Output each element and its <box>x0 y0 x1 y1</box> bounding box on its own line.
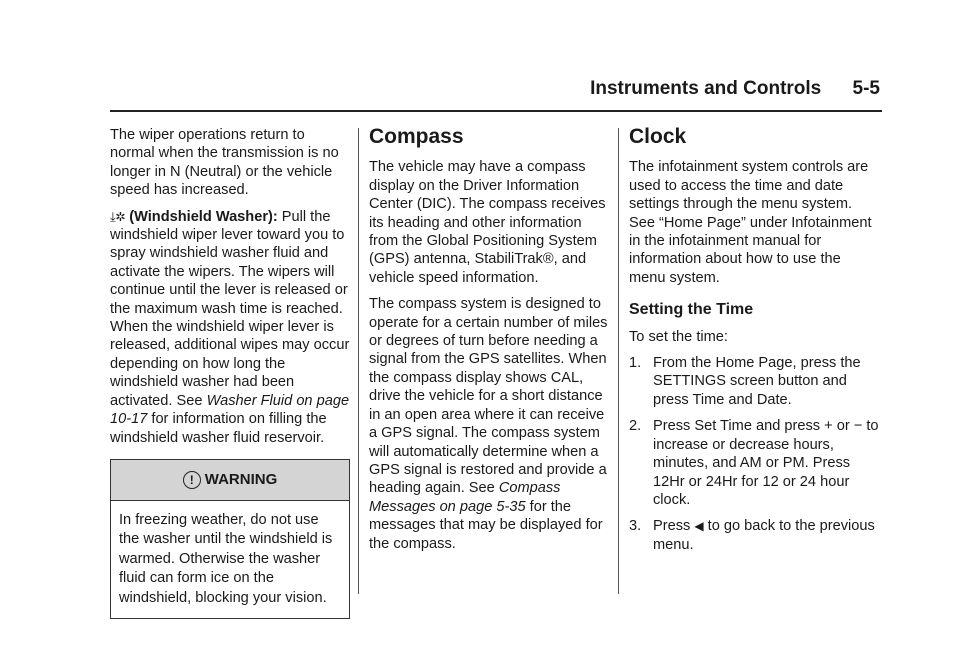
washer-label: (Windshield Washer): <box>129 208 278 225</box>
warning-title: WARNING <box>204 470 278 488</box>
compass-text: The compass system is designed to operate for a certain number of miles or degrees of turn before needing a signal from the GPS satellites. When the compass display shows CAL, drive the vehicle for a short distance in an open area where it can receive a GPS signal. The compass system will automatically determine when a GPS signal is restored and provide a heading again. See <box>369 296 608 497</box>
warning-icon: ! <box>183 471 201 489</box>
washer-paragraph <box>110 208 350 447</box>
step-text <box>653 517 879 554</box>
compass-paragraph: The vehicle may have a compass display on the Driver Information Center (DIC). The compass receives its heading and other information from the Global Positioning System (GPS) antenna, StabiliTrak®, and vehicle speed information. <box>369 159 606 286</box>
compass-heading: Compass <box>369 125 464 148</box>
washer-text: Pull the windshield wiper lever toward you to spray windshield washer fluid and activate the wipers. The wipers will continue until the lever is released or the maximum wash time is reached. When the windshield wiper lever is released, additional wipes may occur depending on how long the windshield washer had been activated. See <box>110 208 350 409</box>
step-text: Press Set Time and press + or − to increase or decrease hours, minutes, and AM or PM. Press 12Hr or 24Hr for 12 or 24 hour clock. <box>653 418 879 508</box>
column-compass <box>369 126 609 561</box>
step-number: 3. <box>629 518 642 535</box>
washer-text-end: for information on filling the windshield washer fluid reservoir. <box>110 411 327 446</box>
page-number: 5-5 <box>852 78 880 99</box>
step-text-start: Press <box>653 518 691 535</box>
list-item <box>629 517 879 554</box>
steps-list <box>629 354 879 554</box>
wiper-paragraph: The wiper operations return to normal when the transmission is no longer in N (Neutral) or the vehicle speed has increased. <box>110 127 339 199</box>
windshield-washer-icon: ⤓✲ <box>110 208 126 224</box>
compass-calibration-paragraph <box>369 295 609 553</box>
column-divider <box>358 128 359 594</box>
back-arrow-icon: ◀ <box>694 519 704 534</box>
setting-time-intro: To set the time: <box>629 328 728 345</box>
section-title: Instruments and Controls <box>590 78 822 99</box>
warning-header <box>111 460 349 501</box>
column-divider <box>618 128 619 594</box>
column-clock <box>629 126 879 562</box>
step-number: 1. <box>629 355 642 372</box>
washer-fluid-link[interactable]: Washer Fluid on page 10-17 <box>110 392 350 428</box>
header-rule <box>110 110 882 112</box>
compass-messages-link[interactable]: Compass Messages on page 5-35 <box>369 480 561 515</box>
compass-text-end: for the messages that may be displayed for the compass. <box>369 498 603 552</box>
clock-paragraph: The infotainment system controls are used to access the time and date settings through the menu system. See “Home Page” under Infotainment in the infotainment manual for information about how to use the menu system. <box>629 159 872 286</box>
list-item <box>629 417 879 509</box>
list-item <box>629 354 879 409</box>
page-header <box>580 78 880 100</box>
setting-time-heading: Setting the Time <box>629 301 754 319</box>
column-wipers <box>110 126 350 619</box>
step-text-end: to go back to the previous menu. <box>653 518 875 553</box>
warning-text: In freezing weather, do not use the washer until the windshield is warmed. Otherwise the washer fluid can form ice on the windshield, blocking your vision. <box>119 511 333 606</box>
clock-heading: Clock <box>629 125 687 148</box>
warning-box <box>110 459 350 620</box>
step-text: From the Home Page, press the SETTINGS screen button and press Time and Date. <box>653 355 861 408</box>
step-number: 2. <box>629 418 642 435</box>
